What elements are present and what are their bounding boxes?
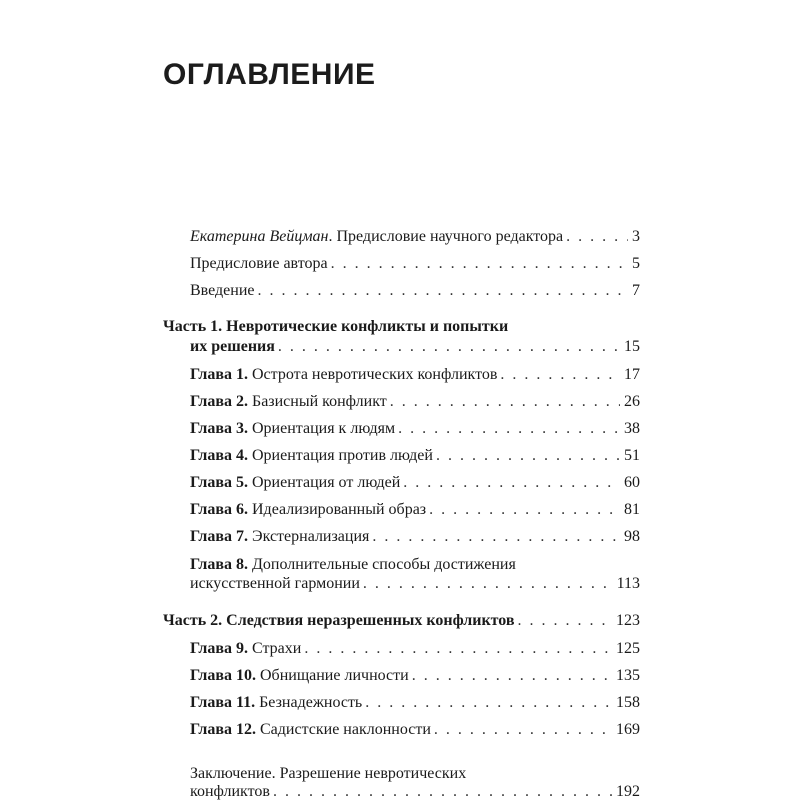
- toc-entry-chapter-10[interactable]: [190, 667, 640, 685]
- chapter-label: Глава 8.: [190, 556, 248, 573]
- dot-leader: [398, 420, 620, 438]
- toc-entry-chapter-12[interactable]: [190, 721, 640, 739]
- page-number: 38: [624, 420, 640, 437]
- chapter-title: Страхи: [248, 640, 302, 657]
- part-2-title: Часть 2. Следствия неразрешенных конфликтов: [163, 612, 515, 629]
- toc-entry-chapter-2[interactable]: [190, 393, 640, 411]
- dot-leader: [273, 783, 612, 801]
- chapter-title: Острота невротических конфликтов: [248, 366, 498, 383]
- chapter-label: Глава 9.: [190, 640, 248, 657]
- page-number: 192: [616, 783, 640, 800]
- page-title: ОГЛАВЛЕНИЕ: [163, 58, 376, 91]
- dot-leader: [429, 501, 620, 519]
- toc-entry-chapter-5[interactable]: [190, 474, 640, 492]
- chapter-label: Глава 1.: [190, 366, 248, 383]
- chapter-title: Базисный конфликт: [248, 393, 387, 410]
- toc-entry-chapter-6[interactable]: [190, 501, 640, 519]
- page-number: 15: [624, 338, 640, 355]
- chapter-title: Обнищание личности: [256, 667, 409, 684]
- author-name: Екатерина Вейцман: [190, 228, 329, 245]
- chapter-label: Глава 2.: [190, 393, 248, 410]
- toc-entry-chapter-8[interactable]: [190, 575, 640, 593]
- chapter-title: Ориентация к людям: [248, 420, 396, 437]
- chapter-title: Дополнительные способы достижения: [248, 556, 516, 573]
- toc-entry-introduction[interactable]: [190, 282, 640, 300]
- page-number: 125: [616, 640, 640, 657]
- chapter-title: Садистские наклонности: [256, 721, 431, 738]
- chapter-label: Глава 12.: [190, 721, 256, 738]
- dot-leader: [390, 393, 620, 411]
- entry-title: Введение: [190, 282, 255, 299]
- dot-leader: [304, 640, 612, 658]
- page-number: 26: [624, 393, 640, 410]
- page-number: 60: [624, 474, 640, 491]
- dot-leader: [403, 474, 620, 492]
- dot-leader: [331, 255, 628, 273]
- chapter-title-line-2: искусственной гармонии: [190, 575, 360, 592]
- chapter-label: Глава 7.: [190, 528, 248, 545]
- chapter-label: Глава 11.: [190, 694, 256, 711]
- dot-leader: [500, 366, 620, 384]
- page-number: 169: [616, 721, 640, 738]
- page-number: 113: [616, 575, 640, 592]
- chapter-label: Глава 3.: [190, 420, 248, 437]
- chapter-title: Экстернализация: [248, 528, 370, 545]
- page-number: 7: [632, 282, 640, 299]
- toc-entry-chapter-11[interactable]: [190, 694, 640, 712]
- chapter-8-title-line-1[interactable]: [190, 556, 516, 574]
- dot-leader: [566, 228, 628, 246]
- dot-leader: [363, 575, 613, 593]
- page-number: 17: [624, 366, 640, 383]
- toc-entry-chapter-1[interactable]: [190, 366, 640, 384]
- chapter-label: Глава 10.: [190, 667, 256, 684]
- chapter-label: Глава 4.: [190, 447, 248, 464]
- part-1-title-line-1[interactable]: Часть 1. Невротические конфликты и попытки: [163, 318, 509, 335]
- toc-entry-author-preface[interactable]: [190, 255, 640, 273]
- chapter-title: Безнадежность: [255, 694, 363, 711]
- toc-entry-chapter-9[interactable]: [190, 640, 640, 658]
- toc-entry-part-2[interactable]: [163, 612, 640, 630]
- chapter-title: Идеализированный образ: [248, 501, 427, 518]
- dot-leader: [518, 612, 612, 630]
- page-number: 158: [616, 694, 640, 711]
- entry-title: . Предисловие научного редактора: [328, 228, 564, 245]
- part-1-title-line-2: их решения: [190, 338, 275, 355]
- chapter-title: Ориентация против людей: [248, 447, 433, 464]
- page-number: 81: [624, 501, 640, 518]
- chapter-title: Ориентация от людей: [248, 474, 401, 491]
- page-number: 135: [616, 667, 640, 684]
- chapter-label: Глава 5.: [190, 474, 248, 491]
- page-number: 5: [632, 255, 640, 272]
- toc-entry-chapter-4[interactable]: [190, 447, 640, 465]
- chapter-label: Глава 6.: [190, 501, 248, 518]
- dot-leader: [412, 667, 612, 685]
- entry-title: Предисловие автора: [190, 255, 328, 272]
- dot-leader: [278, 338, 620, 356]
- conclusion-title-line-1[interactable]: Заключение. Разрешение невротических: [190, 765, 467, 782]
- page-number: 123: [616, 612, 640, 629]
- page-number: 98: [624, 528, 640, 545]
- toc-entry-conclusion[interactable]: [190, 783, 640, 801]
- dot-leader: [258, 282, 629, 300]
- page-number: 51: [624, 447, 640, 464]
- dot-leader: [436, 447, 620, 465]
- dot-leader: [372, 528, 620, 546]
- toc-entry-part-1[interactable]: [190, 338, 640, 356]
- toc-entry-editor-preface[interactable]: [190, 228, 640, 246]
- conclusion-title-line-2: конфликтов: [190, 783, 270, 800]
- page-number: 3: [632, 228, 640, 245]
- dot-leader: [434, 721, 612, 739]
- toc-entry-chapter-7[interactable]: [190, 528, 640, 546]
- toc-entry-chapter-3[interactable]: [190, 420, 640, 438]
- dot-leader: [365, 694, 612, 712]
